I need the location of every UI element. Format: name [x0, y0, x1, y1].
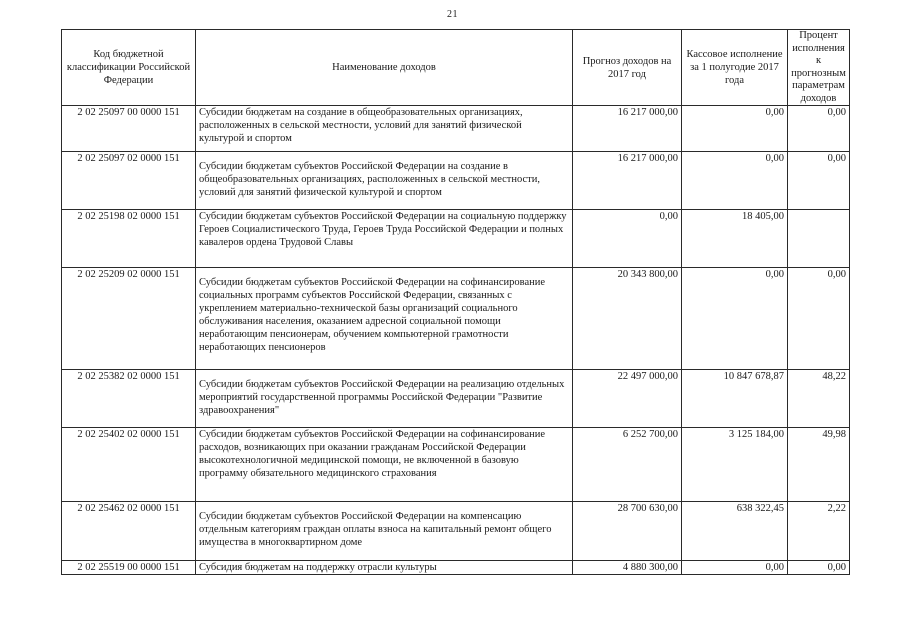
- row-percent: 0,00: [788, 561, 850, 575]
- row-actual: 638 322,45: [682, 502, 788, 561]
- row-actual: 10 847 678,87: [682, 370, 788, 428]
- row-name: Субсидии бюджетам субъектов Российской Федерации на компенсацию отдельным категориям граждан оплаты взноса на капитальный ремонт общего имущества в многоквартирном доме: [196, 502, 573, 561]
- row-name: Субсидии бюджетам субъектов Российской Федерации на социальную поддержку Героев Социалистического Труда, Героев Труда Российской Федерации и полных кавалеров ордена Трудовой Славы: [196, 210, 573, 268]
- row-forecast: 16 217 000,00: [573, 106, 682, 152]
- row-code: 2 02 25519 00 0000 151: [62, 561, 196, 575]
- row-forecast: 4 880 300,00: [573, 561, 682, 575]
- header-code: Код бюджетной классификации Российской Федерации: [62, 30, 196, 106]
- row-code: 2 02 25402 02 0000 151: [62, 428, 196, 502]
- row-actual: 0,00: [682, 561, 788, 575]
- row-actual: 0,00: [682, 106, 788, 152]
- table-row: [62, 428, 850, 502]
- row-actual: 0,00: [682, 152, 788, 210]
- row-code: 2 02 25382 02 0000 151: [62, 370, 196, 428]
- table-row: [62, 106, 850, 152]
- table-row: [62, 370, 850, 428]
- table-row: [62, 561, 850, 575]
- table-header: [62, 30, 850, 106]
- table-row: [62, 210, 850, 268]
- row-name: Субсидии бюджетам субъектов Российской Федерации на реализацию отдельных мероприятий государственной программы Российской Федерации "Развитие здравоохранения": [196, 370, 573, 428]
- table-body: [62, 106, 850, 575]
- row-percent: 0,00: [788, 268, 850, 370]
- row-percent: 2,22: [788, 502, 850, 561]
- row-forecast: 16 217 000,00: [573, 152, 682, 210]
- row-percent: 0,00: [788, 152, 850, 210]
- row-name: Субсидии бюджетам субъектов Российской Федерации на создание в общеобразовательных организациях, расположенных в сельской местности, условий для занятий физической культурой и спортом: [196, 152, 573, 210]
- row-name: Субсидия бюджетам на поддержку отрасли культуры: [196, 561, 573, 575]
- row-code: 2 02 25209 02 0000 151: [62, 268, 196, 370]
- row-actual: 0,00: [682, 268, 788, 370]
- page-number: 21: [447, 9, 458, 20]
- header-row: [62, 30, 850, 106]
- row-percent: 49,98: [788, 428, 850, 502]
- row-name: Субсидии бюджетам субъектов Российской Федерации на софинансирование социальных программ субъектов Российской Федерации, связанных с укреплением материально-технической базы организаций социального обслуживания населения, оказанием адресной социальной помощи неработающим пенсионерам, обучением компьютерной грамотности неработающих пенсионеров: [196, 268, 573, 370]
- header-forecast: Прогноз доходов на 2017 год: [573, 30, 682, 106]
- header-name: Наименование доходов: [196, 30, 573, 106]
- header-actual: Кассовое исполнение за 1 полугодие 2017 года: [682, 30, 788, 106]
- revenue-table: [61, 29, 850, 575]
- row-code: 2 02 25097 02 0000 151: [62, 152, 196, 210]
- row-forecast: 22 497 000,00: [573, 370, 682, 428]
- row-code: 2 02 25462 02 0000 151: [62, 502, 196, 561]
- row-forecast: 6 252 700,00: [573, 428, 682, 502]
- header-percent: Процент исполнения к прогнозным параметрам доходов: [788, 30, 850, 106]
- row-actual: 18 405,00: [682, 210, 788, 268]
- table-row: [62, 152, 850, 210]
- row-actual: 3 125 184,00: [682, 428, 788, 502]
- row-percent: 0,00: [788, 106, 850, 152]
- row-forecast: 20 343 800,00: [573, 268, 682, 370]
- row-code: 2 02 25198 02 0000 151: [62, 210, 196, 268]
- row-percent: [788, 210, 850, 268]
- row-forecast: 28 700 630,00: [573, 502, 682, 561]
- table-row: [62, 268, 850, 370]
- row-name: Субсидии бюджетам субъектов Российской Федерации на софинансирование расходов, возникающих при оказании гражданам Российской Федерации высокотехнологичной медицинской помощи, не включенной в базовую программу обязательного медицинского страхования: [196, 428, 573, 502]
- row-percent: 48,22: [788, 370, 850, 428]
- row-name: Субсидии бюджетам на создание в общеобразовательных организациях, расположенных в сельской местности, условий для занятий физической культурой и спортом: [196, 106, 573, 152]
- row-code: 2 02 25097 00 0000 151: [62, 106, 196, 152]
- table-row: [62, 502, 850, 561]
- row-forecast: 0,00: [573, 210, 682, 268]
